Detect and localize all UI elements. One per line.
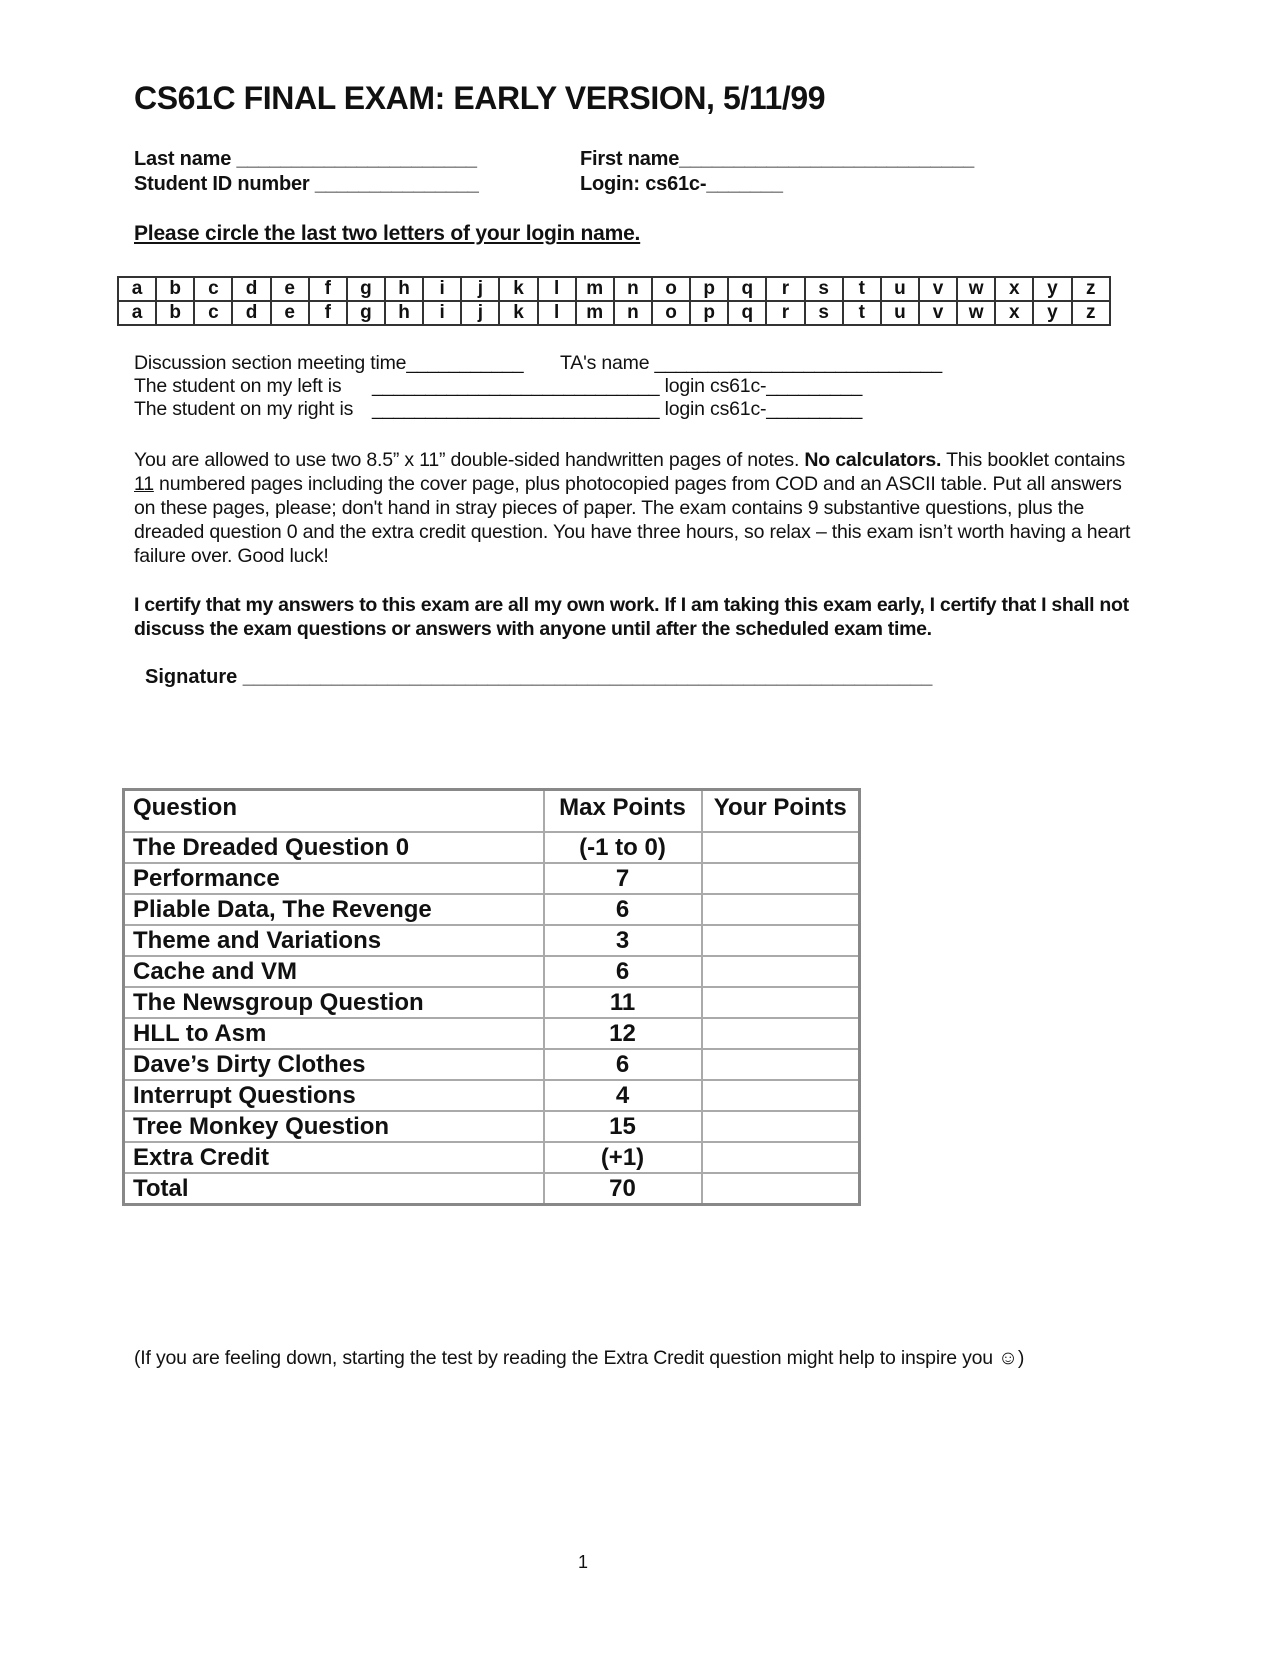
letter-cell-d[interactable]: d — [232, 301, 270, 325]
letter-cell-g[interactable]: g — [347, 277, 385, 301]
max-points: 6 — [544, 1049, 702, 1080]
question-name: Interrupt Questions — [124, 1080, 544, 1111]
letter-row-second — [118, 301, 1110, 325]
score-row — [124, 894, 860, 925]
certification-statement: I certify that my answers to this exam are all my own work. If I am taking this exam early, I certify that I shall not discuss the exam questions or answers with anyone until after the scheduled exam time. — [134, 594, 1129, 640]
letter-cell-n[interactable]: n — [614, 277, 652, 301]
letter-cell-c[interactable]: c — [194, 277, 232, 301]
max-points: 4 — [544, 1080, 702, 1111]
letter-cell-r[interactable]: r — [766, 301, 804, 325]
question-name: Total — [124, 1173, 544, 1205]
question-name: Extra Credit — [124, 1142, 544, 1173]
instructions-text-3: numbered pages including the cover page, plus photocopied pages from COD and an ASCII table. Put all answers on these pages, please; don't hand in stray pieces of paper. The exam contains 9 substantive questions, plus the dreaded question 0 and the extra credit question. You have three hours, so relax – this exam isn’t worth having a heart failure over. Good luck! — [134, 473, 1131, 567]
letter-cell-y[interactable]: y — [1033, 301, 1071, 325]
question-name: Pliable Data, The Revenge — [124, 894, 544, 925]
score-row — [124, 1173, 860, 1205]
letter-cell-q[interactable]: q — [728, 301, 766, 325]
your-points-field[interactable] — [702, 1049, 860, 1080]
letter-cell-h[interactable]: h — [385, 301, 423, 325]
letter-cell-b[interactable]: b — [156, 277, 194, 301]
page-count: 11 — [134, 473, 154, 495]
letter-cell-u[interactable]: u — [881, 301, 919, 325]
score-row — [124, 987, 860, 1018]
letter-cell-k[interactable]: k — [499, 277, 537, 301]
letter-cell-u[interactable]: u — [881, 277, 919, 301]
max-points: 6 — [544, 956, 702, 987]
your-points-field[interactable] — [702, 1080, 860, 1111]
last-name-field[interactable]: Last name ______________________ — [134, 148, 477, 170]
question-name: The Newsgroup Question — [124, 987, 544, 1018]
letter-cell-z[interactable]: z — [1072, 277, 1110, 301]
letter-cell-y[interactable]: y — [1033, 277, 1071, 301]
letter-cell-q[interactable]: q — [728, 277, 766, 301]
circle-login-instruction: Please circle the last two letters of your login name. — [134, 222, 641, 245]
letter-cell-p[interactable]: p — [690, 301, 728, 325]
no-calculators-note: No calculators. — [804, 449, 942, 471]
question-name: Performance — [124, 863, 544, 894]
letter-cell-o[interactable]: o — [652, 301, 690, 325]
max-points: 15 — [544, 1111, 702, 1142]
letter-cell-j[interactable]: j — [461, 301, 499, 325]
question-name: Theme and Variations — [124, 925, 544, 956]
question-name: Tree Monkey Question — [124, 1111, 544, 1142]
max-points: 7 — [544, 863, 702, 894]
letter-cell-k[interactable]: k — [499, 301, 537, 325]
letter-cell-c[interactable]: c — [194, 301, 232, 325]
letter-cell-v[interactable]: v — [919, 301, 957, 325]
letter-cell-d[interactable]: d — [232, 277, 270, 301]
max-points: 3 — [544, 925, 702, 956]
score-row — [124, 956, 860, 987]
letter-cell-l[interactable]: l — [538, 277, 576, 301]
letter-cell-f[interactable]: f — [309, 277, 347, 301]
letter-cell-v[interactable]: v — [919, 277, 957, 301]
login-letter-grid — [117, 276, 1111, 326]
letter-cell-x[interactable]: x — [995, 277, 1033, 301]
left-student-field[interactable]: ___________________________ login cs61c-_________ — [372, 375, 863, 397]
max-points: 6 — [544, 894, 702, 925]
letter-cell-e[interactable]: e — [271, 301, 309, 325]
first-name-field[interactable]: First name___________________________ — [580, 148, 975, 170]
ta-name-field[interactable]: TA's name ___________________________ — [560, 352, 942, 374]
max-points: (-1 to 0) — [544, 832, 702, 863]
score-table-header — [124, 790, 860, 833]
question-name: The Dreaded Question 0 — [124, 832, 544, 863]
score-row — [124, 1111, 860, 1142]
right-student-field[interactable]: ___________________________ login cs61c-_________ — [372, 398, 863, 420]
signature-field[interactable]: Signature ______________________________________________________________ — [145, 666, 933, 688]
student-id-field[interactable]: Student ID number _______________ — [134, 173, 479, 195]
letter-cell-r[interactable]: r — [766, 277, 804, 301]
letter-cell-e[interactable]: e — [271, 277, 309, 301]
header-your-points: Your Points — [702, 790, 860, 833]
letter-cell-p[interactable]: p — [690, 277, 728, 301]
your-points-field[interactable] — [702, 1018, 860, 1049]
your-points-field[interactable] — [702, 1142, 860, 1173]
max-points: 12 — [544, 1018, 702, 1049]
letter-cell-s[interactable]: s — [805, 277, 843, 301]
letter-cell-w[interactable]: w — [957, 277, 995, 301]
letter-cell-s[interactable]: s — [805, 301, 843, 325]
header-question: Question — [124, 790, 544, 833]
page-number: 1 — [578, 1552, 589, 1572]
letter-cell-i[interactable]: i — [423, 301, 461, 325]
max-points: (+1) — [544, 1142, 702, 1173]
score-row — [124, 1142, 860, 1173]
letter-cell-z[interactable]: z — [1072, 301, 1110, 325]
your-points-field[interactable] — [702, 987, 860, 1018]
question-name: HLL to Asm — [124, 1018, 544, 1049]
letter-cell-m[interactable]: m — [576, 301, 614, 325]
login-field[interactable]: Login: cs61c-_______ — [580, 173, 783, 195]
score-table — [122, 788, 861, 1206]
left-student-label: The student on my left is — [134, 375, 342, 397]
letter-cell-a[interactable]: a — [118, 277, 156, 301]
footer-note: (If you are feeling down, starting the test by reading the Extra Credit question might help to inspire you ☺) — [134, 1347, 1025, 1369]
score-row — [124, 925, 860, 956]
letter-cell-t[interactable]: t — [843, 301, 881, 325]
letter-cell-w[interactable]: w — [957, 301, 995, 325]
score-row — [124, 1018, 860, 1049]
your-points-field[interactable] — [702, 832, 860, 863]
max-points: 70 — [544, 1173, 702, 1205]
letter-cell-x[interactable]: x — [995, 301, 1033, 325]
letter-cell-f[interactable]: f — [309, 301, 347, 325]
letter-row-first — [118, 277, 1110, 301]
your-points-field[interactable] — [702, 1111, 860, 1142]
question-name: Dave’s Dirty Clothes — [124, 1049, 544, 1080]
letter-cell-i[interactable]: i — [423, 277, 461, 301]
letter-cell-h[interactable]: h — [385, 277, 423, 301]
your-points-field[interactable] — [702, 956, 860, 987]
instructions-text-1: You are allowed to use two 8.5” x 11” double-sided handwritten pages of notes. — [134, 449, 805, 471]
score-row — [124, 863, 860, 894]
score-row — [124, 1049, 860, 1080]
your-points-field[interactable] — [702, 863, 860, 894]
score-row — [124, 1080, 860, 1111]
letter-cell-g[interactable]: g — [347, 301, 385, 325]
letter-cell-m[interactable]: m — [576, 277, 614, 301]
discussion-time-field[interactable]: Discussion section meeting time___________ — [134, 352, 524, 374]
header-max-points: Max Points — [544, 790, 702, 833]
letter-cell-b[interactable]: b — [156, 301, 194, 325]
exam-title: CS61C FINAL EXAM: EARLY VERSION, 5/11/99 — [134, 80, 826, 116]
question-name: Cache and VM — [124, 956, 544, 987]
score-row — [124, 832, 860, 863]
your-points-field[interactable] — [702, 894, 860, 925]
letter-cell-n[interactable]: n — [614, 301, 652, 325]
instructions-text-2: This booklet contains — [941, 449, 1126, 471]
letter-cell-j[interactable]: j — [461, 277, 499, 301]
letter-cell-o[interactable]: o — [652, 277, 690, 301]
max-points: 11 — [544, 987, 702, 1018]
exam-instructions — [134, 448, 1144, 568]
letter-cell-a[interactable]: a — [118, 301, 156, 325]
letter-cell-l[interactable]: l — [538, 301, 576, 325]
your-points-field[interactable] — [702, 1173, 860, 1205]
right-student-label: The student on my right is — [134, 398, 354, 420]
your-points-field[interactable] — [702, 925, 860, 956]
letter-cell-t[interactable]: t — [843, 277, 881, 301]
